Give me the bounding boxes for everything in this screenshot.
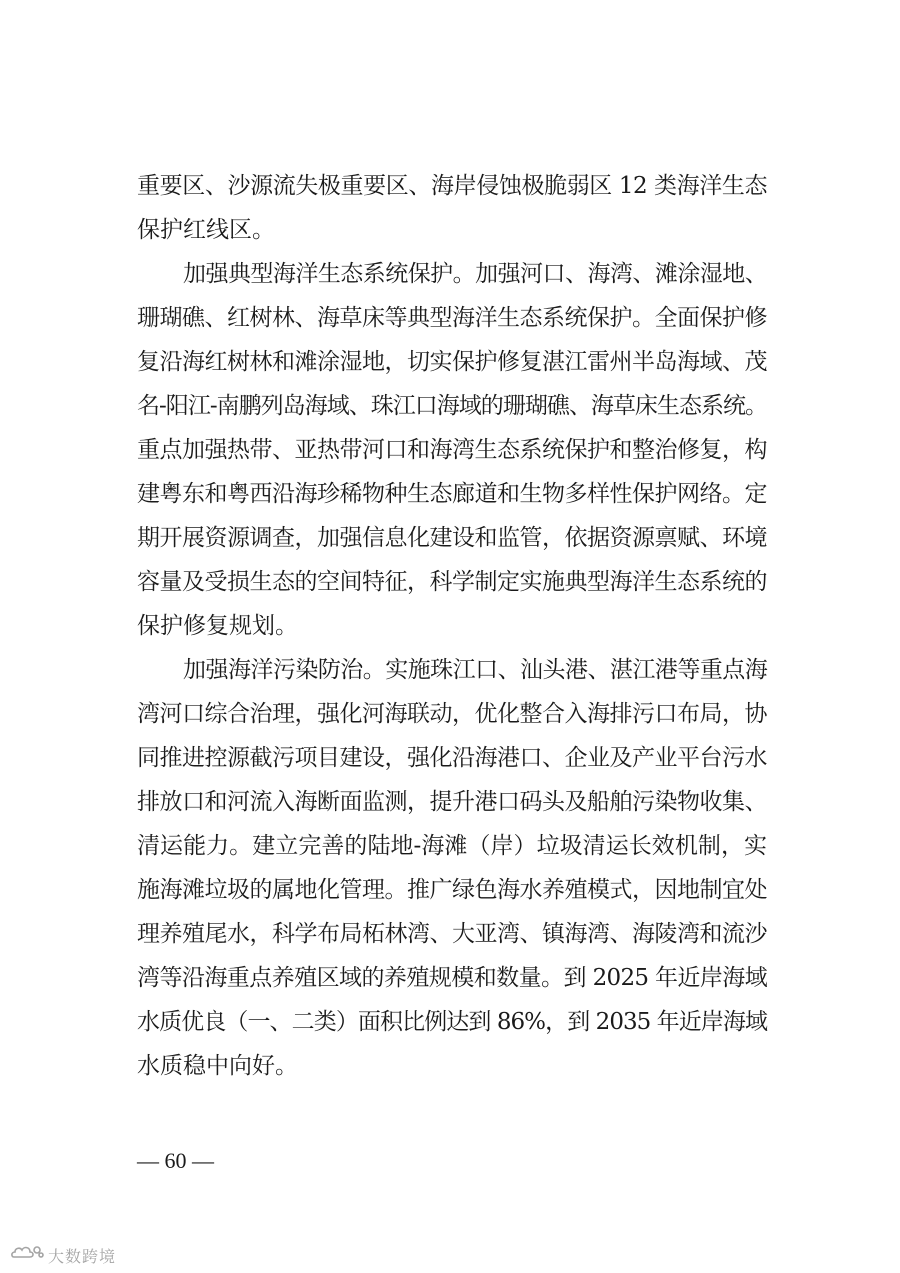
line-text: 保护红线区。 <box>137 217 275 243</box>
line-text: 施海滩垃圾的属地化管理。推广绿色海水养殖模式，因地制宜处 <box>137 877 767 903</box>
line-text: 加强河口、海湾、滩涂湿地、 <box>475 261 768 287</box>
text-line <box>137 560 767 604</box>
line-text: 清运能力。建立完善的陆地-海滩（岸）垃圾清运长效机制，实 <box>137 833 767 859</box>
text-line <box>137 868 767 912</box>
line-text: 湾河口综合治理，强化河海联动，优化整合入海排污口布局，协 <box>137 701 767 727</box>
text-line <box>137 692 767 736</box>
line-text: 期开展资源调查，加强信息化建设和监管，依据资源禀赋、环境 <box>137 525 767 551</box>
text-line <box>137 428 767 472</box>
text-line <box>137 384 767 428</box>
line-text: 名-阳江-南鹏列岛海域、珠江口海域的珊瑚礁、海草床生态系统。 <box>137 393 767 419</box>
text-line <box>137 1000 767 1044</box>
line-text: 实施珠江口、汕头港、湛江港等重点海 <box>385 657 768 683</box>
text-line <box>137 340 767 384</box>
line-text: 排放口和河流入海断面监测，提升港口码头及船舶污染物收集、 <box>137 789 767 815</box>
line-text: 建粤东和粤西沿海珍稀物种生态廊道和生物多样性保护网络。定 <box>137 481 767 507</box>
text-line <box>137 472 767 516</box>
line-text: 水质稳中向好。 <box>137 1053 298 1079</box>
text-line <box>137 604 767 648</box>
text-line <box>137 956 767 1000</box>
text-line <box>137 164 767 208</box>
text-line <box>137 780 767 824</box>
line-text: 重点加强热带、亚热带河口和海湾生态系统保护和整治修复，构 <box>137 437 767 463</box>
line-text: 保护修复规划。 <box>137 613 298 639</box>
line-text: 水质优良（一、二类）面积比例达到 86%，到 2035 年近岸海域 <box>137 1009 767 1035</box>
text-line <box>137 516 767 560</box>
text-line <box>137 208 767 252</box>
text-line <box>137 912 767 956</box>
paragraph-lead-line <box>137 648 767 692</box>
watermark-text: 大数跨境 <box>48 1246 117 1266</box>
line-text: 同推进控源截污项目建设，强化沿海港口、企业及产业平台污水 <box>137 745 767 771</box>
cloud-logo-icon <box>10 1243 44 1267</box>
line-text: 理养殖尾水，科学布局柘林湾、大亚湾、镇海湾、海陵湾和流沙 <box>137 921 767 947</box>
page-number: — 60 — <box>137 1148 214 1173</box>
text-line <box>137 296 767 340</box>
text-line <box>137 736 767 780</box>
line-text: 珊瑚礁、红树林、海草床等典型海洋生态系统保护。全面保护修 <box>137 305 767 331</box>
watermark <box>10 1243 116 1267</box>
body-text <box>137 164 767 1088</box>
line-text: 复沿海红树林和滩涂湿地，切实保护修复湛江雷州半岛海域、茂 <box>137 349 767 375</box>
paragraph-heading: 加强典型海洋生态系统保护。 <box>183 261 476 287</box>
text-line <box>137 824 767 868</box>
paragraph-heading: 加强海洋污染防治。 <box>183 657 386 683</box>
line-text: 湾等沿海重点养殖区域的养殖规模和数量。到 2025 年近岸海域 <box>137 965 767 991</box>
line-text: 重要区、沙源流失极重要区、海岸侵蚀极脆弱区 12 类海洋生态 <box>137 173 767 199</box>
paragraph-lead-line <box>137 252 767 296</box>
line-text: 容量及受损生态的空间特征，科学制定实施典型海洋生态系统的 <box>137 569 767 595</box>
text-line <box>137 1044 767 1088</box>
